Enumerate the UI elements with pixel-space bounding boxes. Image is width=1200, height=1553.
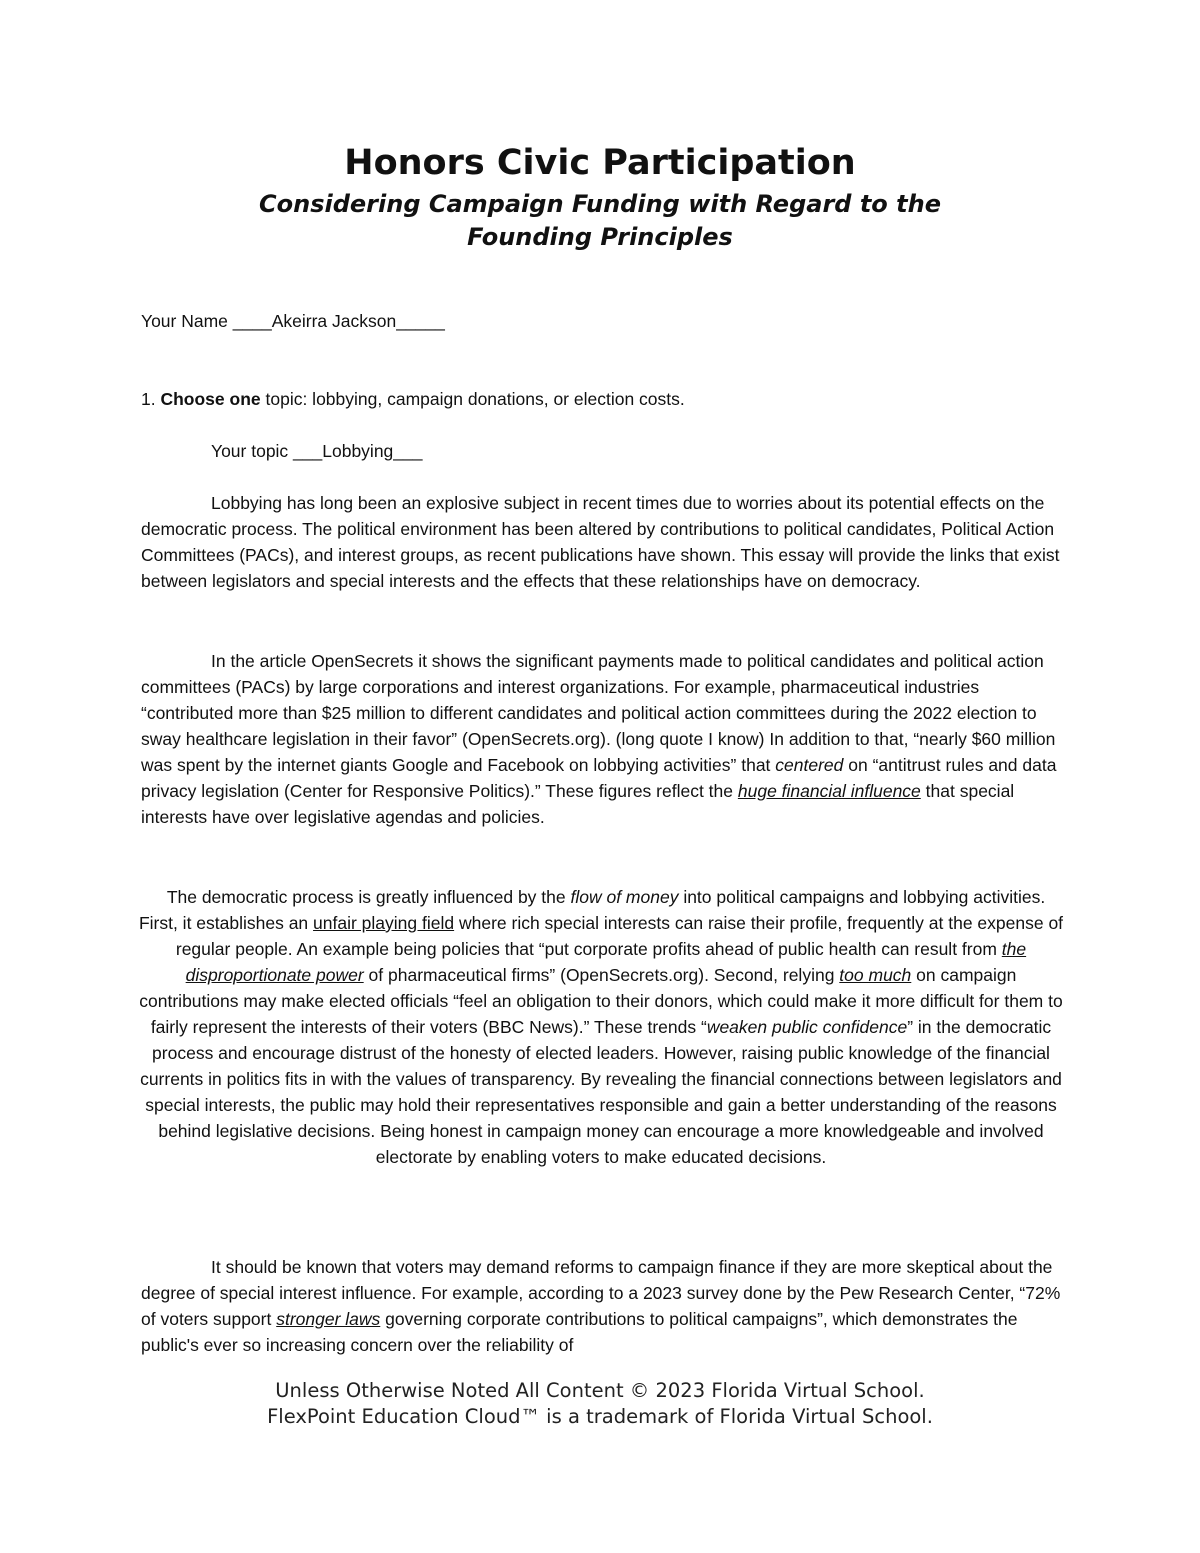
topic-label: Your topic ___ xyxy=(211,441,323,461)
topic-value: Lobbying xyxy=(322,441,394,461)
paragraph-opensecrets xyxy=(141,648,1061,830)
page-footer xyxy=(0,1378,1200,1430)
question-1-number: 1. xyxy=(141,389,161,409)
p2-text-c: on “antitrust rules and data privacy legislation (Center for Responsive Politics).” These figures reflect the xyxy=(141,755,1057,801)
p3-emphasis-disproportionate: the disproportionate power xyxy=(185,939,1027,985)
p3-text-g: of pharmaceutical firms” (OpenSecrets.org). Second, relying xyxy=(363,965,840,985)
p3-text-k: ” in the democratic process and encourage distrust of the honesty of elected leaders. However, raising public knowledge of the financial currents in politics fits in with the values of transparency. By revealing the financial connections between legislators and special interests, the public may hold their representatives responsible and gain a better understanding of the reasons behind legislative decisions. Being honest in campaign money can encourage a more knowledgeable and involved electorate by enabling voters to make educated decisions. xyxy=(140,1017,1062,1167)
question-1-text: topic: lobbying, campaign donations, or election costs. xyxy=(260,389,685,409)
paragraph-democratic-process xyxy=(136,884,1066,1170)
p2-text-a: In the article OpenSecrets it shows the significant payments made to political candidates and political action committees (PACs) by large corporations and interest organizations. For example, pharmaceutical industries “contributed more than $25 million to different candidates and political action committees during the 2022 election to sway healthcare legislation in their favor” (OpenSecrets.org). (long quote I know) In addition to that, “nearly $60 million was spent by the internet giants Google and Facebook on lobbying activities” that xyxy=(141,651,1056,775)
p3-text-e: where rich special interests can raise their profile, frequently at the expense of regular people. An example being policies that “put corporate profits ahead of public health can result from xyxy=(175,913,1064,959)
question-1 xyxy=(141,386,685,412)
p3-emphasis-unfair: unfair playing field xyxy=(313,913,455,933)
topic-trail: ___ xyxy=(393,441,423,461)
p3-text-c: into political campaigns and lobbying activities. First, it establishes an xyxy=(138,887,1046,933)
question-1-emphasis: Choose one xyxy=(160,389,261,409)
name-value: Akeirra Jackson xyxy=(271,311,397,331)
subtitle-line-2: Founding Principles xyxy=(467,223,733,251)
p3-emphasis-weaken: weaken public confidence xyxy=(706,1017,908,1037)
paragraph-intro xyxy=(141,490,1061,594)
subtitle-line-1: Considering Campaign Funding with Regard to the xyxy=(259,190,941,218)
p4-text-c: governing corporate contributions to political campaigns”, which demonstrates the public's ever so increasing concern over the reliability of xyxy=(141,1309,1018,1355)
p3-emphasis-flow: flow of money xyxy=(570,887,679,907)
p3-text-i: on campaign contributions may make elected officials “feel an obligation to their donors, which could make it more difficult for them to fairly represent the interests of their voters (BBC News).” These trends “ xyxy=(139,965,1063,1037)
document-title: Honors Civic Participation xyxy=(344,143,856,183)
p2-emphasis-centered: centered xyxy=(775,755,844,775)
footer-copyright: Unless Otherwise Noted All Content © 2023 Florida Virtual School. xyxy=(275,1379,925,1402)
p4-emphasis-stronger-laws: stronger laws xyxy=(276,1309,381,1329)
footer-trademark: FlexPoint Education Cloud™ is a trademark of Florida Virtual School. xyxy=(267,1405,933,1428)
name-line xyxy=(141,308,445,334)
p3-emphasis-too-much: too much xyxy=(839,965,912,985)
p2-text-e: that special interests have over legislative agendas and policies. xyxy=(141,781,1015,827)
p2-emphasis-financial-influence: huge financial influence xyxy=(737,781,921,801)
topic-line xyxy=(211,438,423,464)
name-trail: _____ xyxy=(396,311,445,331)
p4-text-a: It should be known that voters may demand reforms to campaign finance if they are more skeptical about the degree of special interest influence. For example, according to a 2023 survey done by the Pew Research Center, “72% of voters support xyxy=(141,1257,1061,1329)
name-label: Your Name ____ xyxy=(141,311,272,331)
p3-text-a: The democratic process is greatly influenced by the xyxy=(166,887,571,907)
paragraph-intro-text: Lobbying has long been an explosive subject in recent times due to worries about its potential effects on the democratic process. The political environment has been altered by contributions to political candidates, Political Action Committees (PACs), and interest groups, as recent publications have shown. This essay will provide the links that exist between legislators and special interests and the effects that these relationships have on democracy. xyxy=(141,493,1060,591)
document-subtitle xyxy=(150,188,1050,254)
paragraph-reforms xyxy=(141,1254,1061,1358)
